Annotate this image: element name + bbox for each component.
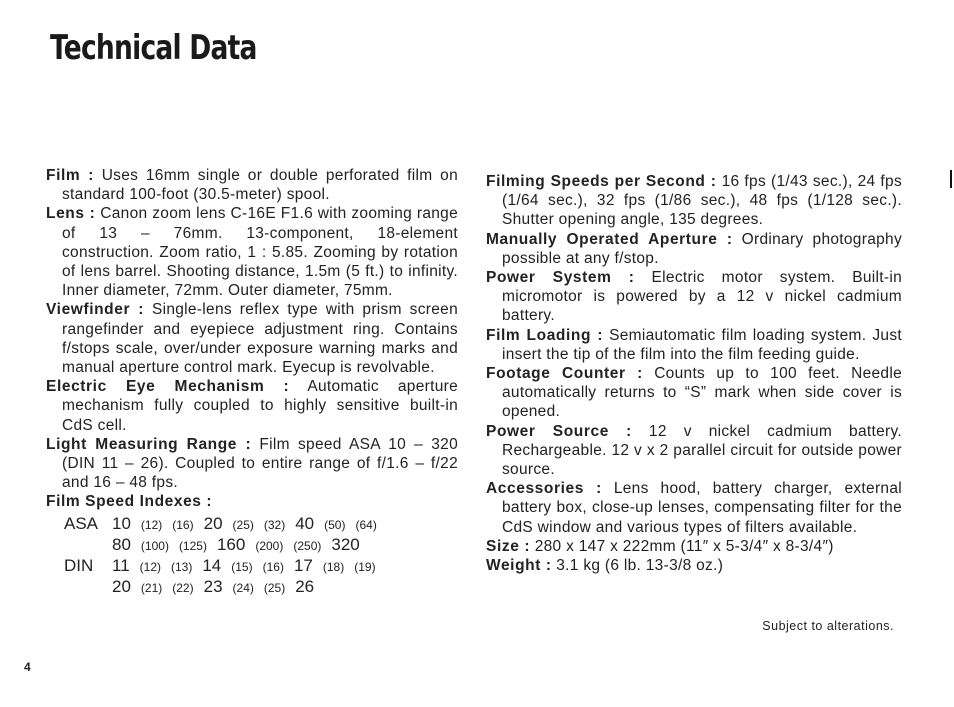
spec-size	[486, 537, 902, 556]
speed-intermediate-value: (22)	[172, 580, 194, 595]
spec-viewfinder	[46, 300, 458, 377]
alterations-note: Subject to alterations.	[762, 619, 894, 633]
page-title: Technical Data	[50, 28, 257, 68]
spec-accessories	[486, 479, 902, 537]
speed-intermediate-value: (100)	[140, 538, 169, 553]
spec-label: Footage Counter :	[486, 365, 643, 383]
page-number: 4	[24, 660, 31, 674]
spec-light-measuring	[46, 435, 458, 493]
speed-value: 23	[203, 576, 223, 596]
spec-film-loading	[486, 326, 902, 364]
spec-text: 16 fps (1/43 sec.), 24 fps (1/64 sec.), 32 fps (1/86 sec.), 48 fps (1/128 sec.). Shutter opening angle, 135 degrees.	[502, 173, 902, 229]
spec-text: 280 x 147 x 222mm (11″ x 5-3/4″ x 8-3/4″)	[534, 537, 834, 555]
spec-text: Ordinary photography possible at any f/stop.	[502, 230, 902, 267]
speed-row	[64, 535, 458, 556]
speed-values	[112, 556, 386, 577]
speed-row	[64, 556, 458, 577]
speed-intermediate-value: (16)	[172, 517, 194, 532]
spec-electric-eye	[46, 377, 458, 435]
speed-intermediate-value: (16)	[262, 559, 284, 574]
spec-text: Canon zoom lens C-16E F1.6 with zooming range of 13 – 76mm. 13-component, 18-element construction. Zoom ratio, 1 : 5.85. Zooming by rotation of lens barrel. Shooting distance, 1.5m (5 ft.) to infinity. Inner diameter, 72mm. Outer diameter, 75mm.	[62, 205, 458, 300]
speed-value: 17	[293, 555, 313, 575]
spec-label: Accessories :	[486, 480, 602, 498]
edge-mark	[950, 170, 952, 188]
speed-row	[64, 514, 458, 535]
spec-label: Filming Speeds per Second :	[486, 173, 717, 190]
speed-intermediate-value: (200)	[255, 538, 284, 553]
speed-intermediate-value: (21)	[140, 580, 163, 595]
spec-label: Film Speed Indexes :	[46, 493, 213, 511]
speed-value: 26	[295, 576, 315, 596]
speed-intermediate-value: (13)	[171, 559, 193, 574]
speed-intermediate-value: (125)	[178, 538, 207, 553]
din-label: DIN	[64, 555, 94, 575]
spec-label: Weight :	[486, 557, 552, 575]
spec-label: Manually Operated Aperture :	[486, 230, 733, 248]
spec-text: Film speed ASA 10 – 320 (DIN 11 – 26). Coupled to entire range of f/1.6 – f/22 and 16 – 48 fps.	[62, 435, 458, 492]
speed-intermediate-value: (64)	[355, 517, 377, 532]
spec-power-system	[486, 268, 902, 326]
speed-value: 14	[202, 555, 222, 575]
spec-label: Electric Eye Mechanism :	[46, 378, 290, 396]
right-column	[486, 172, 902, 575]
speed-intermediate-value: (25)	[232, 517, 254, 532]
spec-label: Viewfinder :	[46, 301, 145, 319]
spec-filming-speeds	[486, 172, 902, 230]
spec-footage-counter	[486, 364, 902, 422]
speed-value: 80	[112, 534, 131, 554]
speed-values	[112, 535, 370, 556]
spec-text: Single-lens reflex type with prism screen rangefinder and eyepiece adjustment ring. Contains f/stops scale, over/under exposure warning marks and manual aperture control mark. Eyecup is revolvable.	[62, 301, 458, 377]
speed-values	[112, 514, 387, 535]
spec-lens	[46, 204, 458, 300]
left-column	[46, 166, 458, 598]
spec-text: Automatic aperture mechanism fully coupled to highly sensitive built-in CdS cell.	[62, 378, 458, 434]
spec-power-source	[486, 422, 902, 480]
spec-label: Power System :	[486, 269, 635, 287]
spec-label: Lens :	[46, 205, 96, 223]
speed-value: 160	[216, 534, 246, 554]
speed-intermediate-value: (15)	[231, 559, 253, 574]
asa-label: ASA	[64, 513, 99, 533]
spec-text: Electric motor system. Built-in micromotor is powered by a 12 v nickel cadmium battery.	[502, 269, 902, 325]
speed-intermediate-value: (12)	[139, 559, 161, 574]
spec-manual-aperture	[486, 230, 902, 268]
speed-values	[112, 577, 324, 598]
speed-value: 320	[331, 534, 360, 554]
spec-label: Film :	[46, 167, 94, 184]
speed-value: 10	[112, 513, 131, 533]
film-speed-table	[64, 514, 458, 598]
speed-row	[64, 577, 458, 598]
speed-value: 20	[112, 576, 131, 596]
spec-film-speed	[46, 492, 458, 511]
speed-value: 40	[295, 513, 315, 533]
speed-intermediate-value: (32)	[263, 517, 286, 532]
speed-value: 20	[203, 513, 223, 533]
spec-label: Size :	[486, 537, 531, 555]
speed-intermediate-value: (250)	[293, 538, 322, 553]
spec-weight	[486, 556, 902, 575]
speed-intermediate-value: (25)	[263, 580, 286, 595]
spec-text: Semiautomatic film loading system. Just insert the tip of the film into the film feeding guide.	[502, 326, 903, 363]
spec-label: Film Loading :	[486, 326, 604, 344]
spec-film	[46, 166, 458, 204]
spec-label: Power Source :	[486, 422, 632, 440]
speed-intermediate-value: (50)	[324, 517, 346, 532]
speed-intermediate-value: (18)	[322, 559, 345, 574]
speed-intermediate-value: (19)	[354, 559, 376, 574]
spec-label: Light Measuring Range :	[46, 435, 252, 453]
spec-text: 3.1 kg (6 lb. 13-3/8 oz.)	[556, 557, 724, 575]
speed-value: 11	[112, 555, 130, 575]
speed-intermediate-value: (12)	[140, 517, 163, 532]
speed-intermediate-value: (24)	[232, 580, 254, 595]
spec-text: 12 v nickel cadmium battery. Rechargeable. 12 v x 2 parallel circuit for outside power source.	[502, 422, 902, 479]
spec-text: Uses 16mm single or double perforated film on standard 100-foot (30.5-meter) spool.	[62, 167, 459, 204]
spec-text: Lens hood, battery charger, external battery box, close-up lenses, compensating filter for the CdS window and various types of filters available.	[502, 480, 902, 536]
spec-text: Counts up to 100 feet. Needle automatically returns to “S” mark when side cover is opened.	[502, 365, 903, 421]
